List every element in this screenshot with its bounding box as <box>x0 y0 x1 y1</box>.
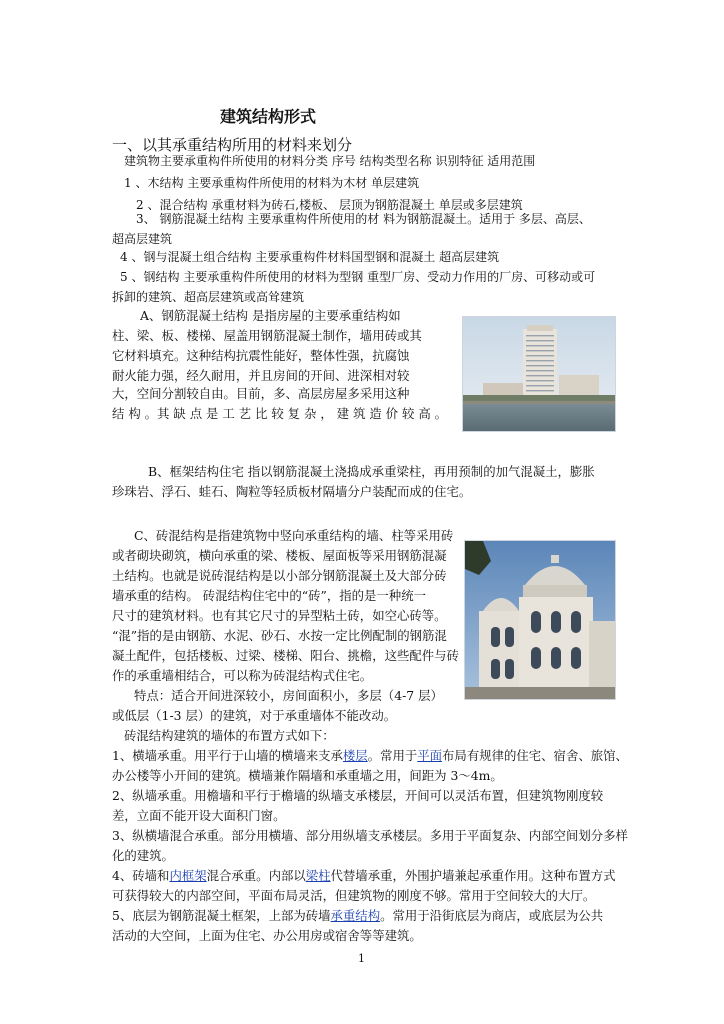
item-line: 1 、木结构 主要承重构件所使用的材料为木材 单层建筑 <box>124 176 420 190</box>
item-line: 2 、混合结构 承重材料为砖石,楼板、 层顶为钢筋混凝土 单层或多层建筑 <box>136 198 523 212</box>
paragraph-line: 作的承重墙相结合，可以称为砖混结构式住宅。 <box>112 668 373 683</box>
link-plane[interactable]: 平面 <box>417 748 443 763</box>
paragraph-line: 砖混结构建筑的墙体的布置方式如下： <box>124 728 335 743</box>
paragraph-line: 珍珠岩、浮石、蛙石、陶粒等轻质板材隔墙分户装配而成的住宅。 <box>112 484 472 499</box>
paragraph-line: 土结构。也就是说砖混结构是以小部分钢筋混凝土及大部分砖 <box>112 568 447 583</box>
link-load-structure[interactable]: 承重结构 <box>330 908 381 923</box>
list-item: 1、横墙承重。用平行于山墙的横墙来支承楼层。常用于平面布局有规律的住宅、宿舍、旅馆、 <box>112 748 628 763</box>
paragraph-line: 柱、梁、板、楼梯、屋盖用钢筋混凝土制作，墙用砖或其 <box>112 328 422 343</box>
paragraph-line: 结 构 。其 缺 点 是 工 艺 比 较 复 杂 ， 建 筑 造 价 较 高 。 <box>112 406 448 421</box>
list-item: 2、纵墙承重。用檐墙和平行于檐墙的纵墙支承楼层，开间可以灵活布置，但建筑物刚度较 <box>112 788 604 803</box>
item-line: 3、 钢筋混凝土结构 主要承重构件所使用的材 料为钢筋混凝土。适用于 多层、高层、 <box>136 212 591 226</box>
paragraph-line: B、框架结构住宅 指以钢筋混凝土浇捣成承重梁柱，再用预制的加气混凝土，膨胀 <box>148 464 595 479</box>
paragraph-line: 或者砌块砌筑，横向承重的梁、楼板、屋面板等采用钢筋混凝 <box>112 548 447 563</box>
paragraph-line: 凝土配件，包括楼板、过梁、楼梯、阳台、挑檐，这些配件与砖 <box>112 648 459 663</box>
list-item: 4、砖墙和内框架混合承重。内部以梁柱代替墙承重，外围护墙兼起承重作用。这种布置方式 <box>112 868 616 883</box>
church-building-photo <box>464 540 616 700</box>
paragraph-line: C、砖混结构是指建筑物中竖向承重结构的墙、柱等采用砖 <box>134 528 454 543</box>
paragraph-line: 大，空间分割较自由。目前，多、高层房屋多采用这种 <box>112 386 410 401</box>
paragraph-line: 特点：适合开间进深较小，房间面积小，多层（4-7 层） <box>134 688 443 703</box>
page-number: 1 <box>358 952 365 965</box>
paragraph-line: 墙承重的结构。 砖混结构住宅中的“砖”，指的是一种统一 <box>112 588 426 603</box>
list-item: 办公楼等小开间的建筑。横墙兼作隔墙和承重墙之用，间距为 3～4m。 <box>112 768 503 783</box>
page-title: 建筑结构形式 <box>220 107 317 126</box>
item-line: 5 、钢结构 主要承重构件所使用的材料为型钢 重型厂房、受动力作用的厂房、可移动或可 <box>120 270 596 284</box>
item-line: 拆卸的建筑、超高层建筑或高耸建筑 <box>112 290 305 304</box>
intro-line: 建筑物主要承重构件所使用的材料分类 序号 结构类型名称 识别特征 适用范围 <box>124 154 536 168</box>
list-item: 可获得较大的内部空间，平面布局灵活，但建筑物的刚度不够。常用于空间较大的大厅。 <box>112 888 596 903</box>
paragraph-line: 耐火能力强，经久耐用，并且房间的开间、进深相对较 <box>112 368 410 383</box>
item-line: 超高层建筑 <box>112 232 173 246</box>
paragraph-line: 它材料填充。这种结构抗震性能好，整体性强，抗腐蚀 <box>112 348 410 363</box>
link-floor[interactable]: 楼层 <box>342 748 368 763</box>
list-item: 差，立面不能开设大面积门窗。 <box>112 808 286 823</box>
list-item: 化的建筑。 <box>112 848 174 863</box>
section-heading: 一、以其承重结构所用的材料来划分 <box>112 136 353 154</box>
list-item: 5、底层为钢筋混凝土框架，上部为砖墙承重结构。常用于沿街底层为商店，或底层为公共 <box>112 908 604 923</box>
paragraph-line: A、钢筋混凝土结构 是指房屋的主要承重结构如 <box>140 308 401 323</box>
paragraph-line: 尺寸的建筑材料。也有其它尺寸的异型粘土砖，如空心砖等。 <box>112 608 447 623</box>
list-item: 3、纵横墙混合承重。部分用横墙、部分用纵墙支承楼层。多用于平面复杂、内部空间划分多样 <box>112 828 628 843</box>
link-beam-column[interactable]: 梁柱 <box>305 868 331 883</box>
paragraph-line: 或低层（1-3 层）的建筑，对于承重墙体不能改动。 <box>112 708 397 723</box>
list-item: 活动的大空间，上面为住宅、办公用房或宿舍等等建筑。 <box>112 928 422 943</box>
hotel-building-photo <box>462 316 616 432</box>
paragraph-line: “混”指的是由钢筋、水泥、砂石、水按一定比例配制的钢筋混 <box>112 628 447 643</box>
link-inner-frame[interactable]: 内框架 <box>169 868 207 883</box>
item-line: 4 、钢与混凝土组合结构 主要承重构件材料国型钢和混凝土 超高层建筑 <box>120 250 500 264</box>
